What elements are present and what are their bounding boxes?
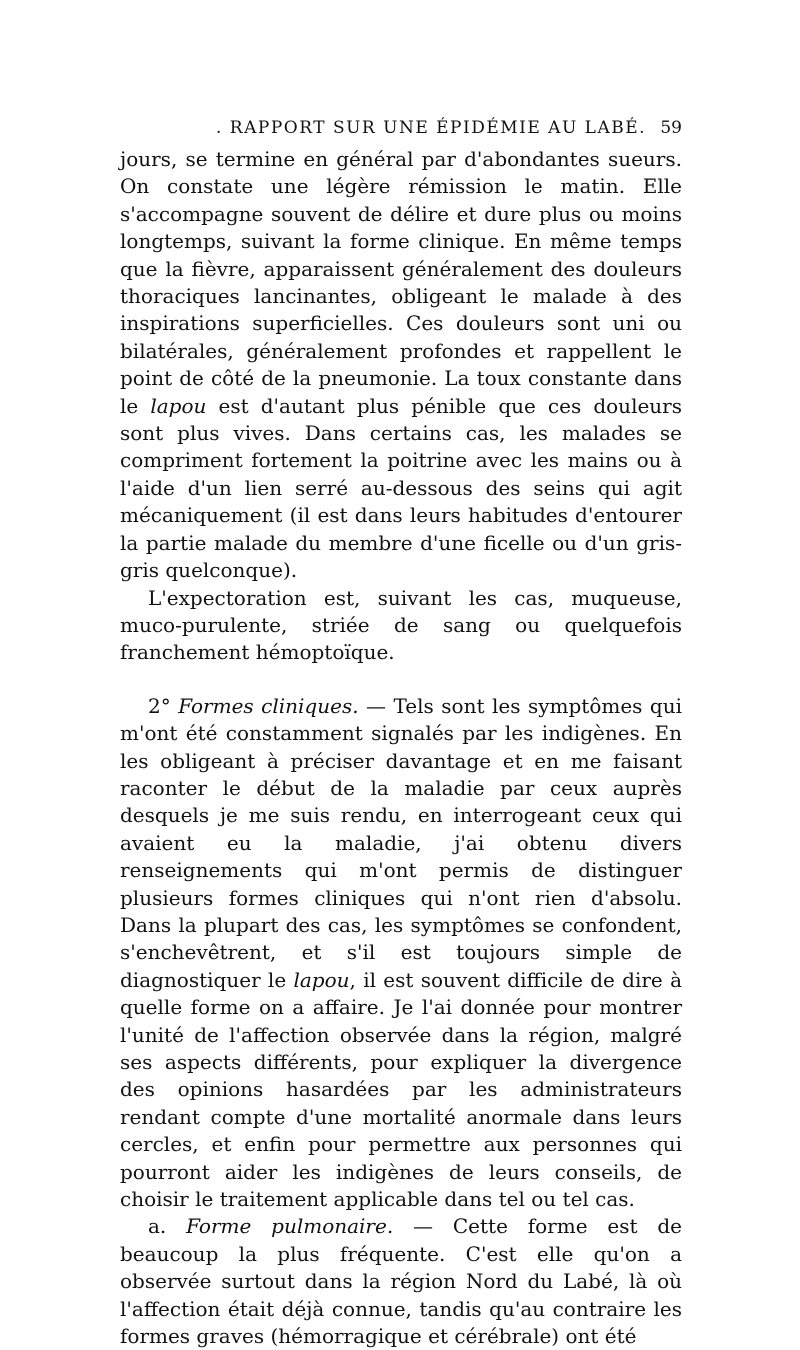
paragraph-1: [120, 146, 682, 585]
running-title: . RAPPORT SUR UNE ÉPIDÉMIE AU LABÉ.: [216, 118, 647, 138]
paragraph-1-text-cont: est d'autant plus pénible que ces douleurs sont plus vives. Dans certains cas, les malades se compriment fortement la poitrine avec les mains ou à l'aide d'un lien serré au-dessous des seins qui agit mécaniquement (il est dans leurs habitudes d'entourer la partie malade du membre d'une ficelle ou d'un gris-gris quelconque).: [120, 393, 682, 583]
term-lapou: lapou: [150, 393, 207, 418]
paragraph-1-text: jours, se termine en général par d'abondantes sueurs. On constate une légère rémission le matin. Elle s'accompagne souvent de délire et dure plus ou moins longtemps, suivant la forme clinique. En même temps que la fièvre, apparaissent généralement des douleurs thoraciques lancinantes, obligeant le malade à des inspirations superficielles. Ces douleurs sont uni ou bilatérales, généralement profondes et rappellent le point de côté de la pneumonie. La toux constante dans le: [120, 147, 682, 418]
term-lapou-2: lapou: [293, 967, 350, 992]
paragraph-2-text: L'expectoration est, suivant les cas, muqueuse, muco-purulente, striée de sang ou quelquefois franchement hémoptoïque.: [120, 585, 682, 665]
subsection-letter: a.: [148, 1214, 187, 1239]
paragraph-2: [120, 585, 682, 667]
section-heading: Formes cliniques.: [178, 693, 359, 718]
section-formes-cliniques: [120, 693, 682, 1214]
page-number: 59: [660, 118, 682, 138]
body-text: [120, 146, 682, 1350]
subsection-forme-pulmonaire: [120, 1213, 682, 1350]
section-text-cont: , il est souvent difficile de dire à quelle forme on a affaire. Je l'ai donnée pour montrer l'unité de l'affection observée dans la région, malgré ses aspects différents, pour expliquer la divergence des opinions hasardées par les administrateurs rendant compte d'une mortalité anormale dans leurs cercles, et enfin pour permettre aux personnes qui pourront aider les indigènes de leurs conseils, de choisir le traitement applicable dans tel ou tel cas.: [120, 967, 682, 1212]
subsection-heading: Forme pulmonaire.: [186, 1214, 394, 1239]
section-number: 2°: [148, 693, 179, 718]
subsection-text: — Cette forme est de beaucoup la plus fréquente. C'est elle qu'on a observée surtout dans la région Nord du Labé, là où l'affection était déjà connue, tandis qu'au contraire les formes graves (hémorragique et cérébrale) ont été: [120, 1214, 682, 1349]
section-text: — Tels sont les symptômes qui m'ont été constamment signalés par les indigènes. En les obligeant à préciser davantage et en me faisant raconter le début de la maladie par ceux auprès desquels je me suis rendu, en interrogeant ceux qui avaient eu la maladie, j'ai obtenu divers renseignements qui m'ont permis de distinguer plusieurs formes cliniques qui n'ont rien d'absolu. Dans la plupart des cas, les symptômes se confondent, s'enchevêtrent, et s'il est toujours simple de diagnostiquer le: [120, 693, 682, 992]
running-header: [118, 118, 682, 142]
